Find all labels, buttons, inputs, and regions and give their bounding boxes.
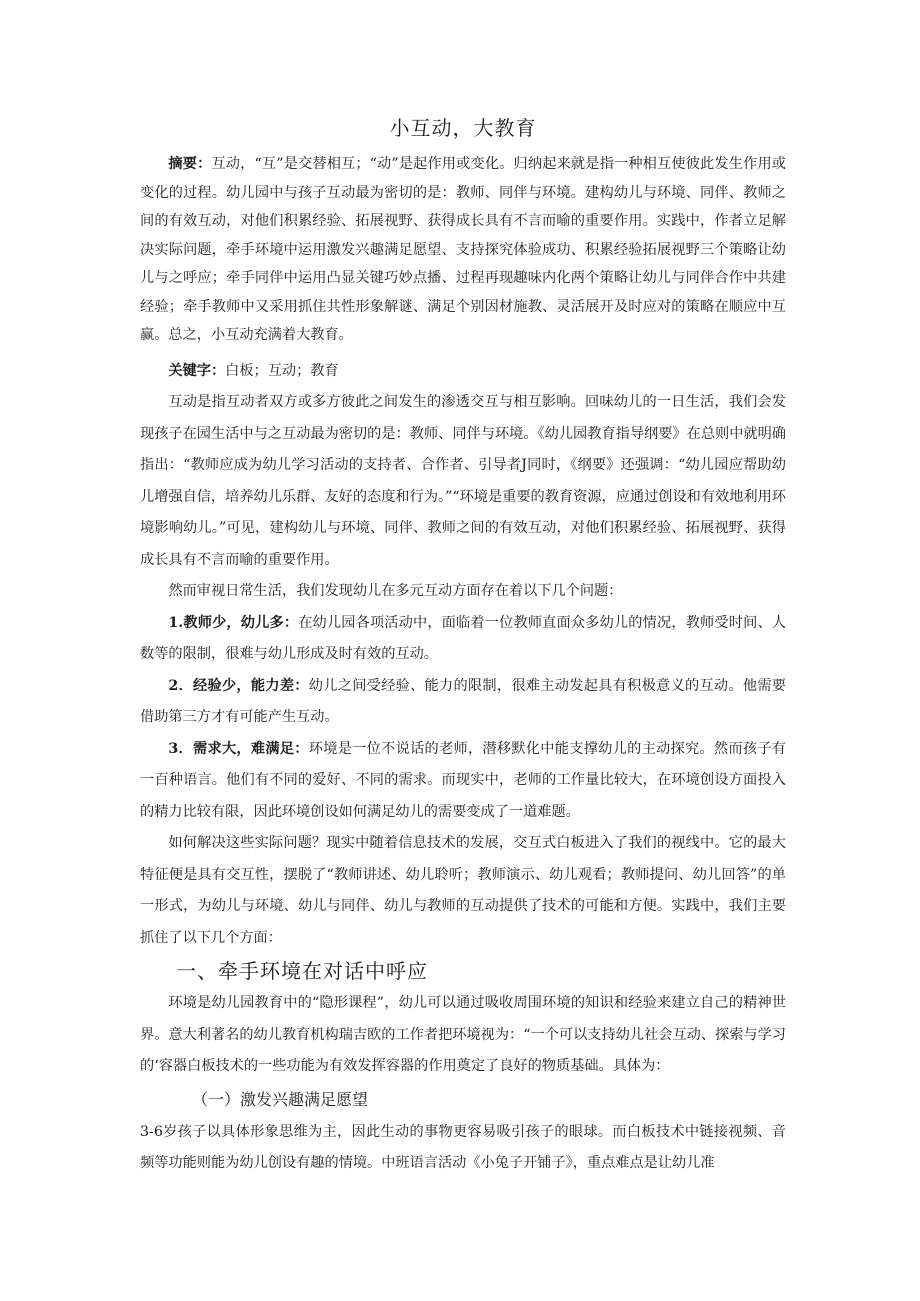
- section-paragraph: 环境是幼儿园教育中的“隐形课程”，幼儿可以通过吸收周围环境的知识和经验来建立自己的精神世界。意大利著名的幼儿教育机构瑞吉欧的工作者把环境视为：“一个可以支持幼儿社会互动、探索与学习的‘容器白板技术的一些功能为有效发挥容器的作用奠定了良好的物质基础。具体为：: [140, 995, 786, 1074]
- keywords-paragraph: [140, 356, 786, 388]
- problem-label: 1.教师少，幼儿多：: [168, 614, 299, 631]
- subsection-paragraph: 3-6岁孩子以具体形象思维为主，因此生动的事物更容易吸引孩子的眼球。而白板技术中链接视频、音频等功能则能为幼儿创设有趣的情境。中班语言活动《小兔子开铺子》，重点难点是让幼儿准: [140, 1123, 786, 1171]
- problem-item: [140, 734, 786, 829]
- problem-text: 幼儿之间受经验、能力的限制，很难主动发起具有积极意义的互动。他需要借助第三方才有可能产生互动。: [140, 677, 786, 725]
- subsection-heading: （一）激发兴趣满足愿望: [192, 1089, 369, 1109]
- intro-paragraph: 互动是指互动者双方或多方彼此之间发生的渗透交互与相互影响。回味幼儿的一日生活，我们会发现孩子在园生活中与之互动最为密切的是：教师、同伴与环境。《幼儿园教育指导纲要》在总则中就明确指出：“教师应成为幼儿学习活动的支持者、合作者、引导者J同时，《纲要》还强调：“幼儿园应帮助幼儿增强自信，培养幼儿乐群、友好的态度和行为。”“环境是重要的教育资源，应通过创设和有效地利用环境影响幼儿。”可见，建构幼儿与环境、同伴、教师之间的有效互动，对他们积累经验、拓展视野、获得成长具有不言而喻的重要作用。: [140, 394, 786, 568]
- section-heading: 一、牵手环境在对话中呼应: [176, 959, 428, 983]
- problem-item: [140, 608, 786, 671]
- problems-intro-paragraph: 然而审视日常生活，我们发现幼儿在多元互动方面存在着以下几个问题：: [168, 583, 623, 599]
- abstract-label: 摘要：: [168, 156, 212, 172]
- problem-text: 在幼儿园各项活动中，面临着一位教师直面众多幼儿的情况，教师受时间、人数等的限制，很难与幼儿形成及时有效的互动。: [140, 614, 786, 662]
- keywords-label: 关键字：: [168, 362, 226, 379]
- document-page: [140, 112, 786, 1180]
- problem-item: [140, 671, 786, 734]
- solution-paragraph: 如何解决这些实际问题？现实中随着信息技术的发展，交互式白板进入了我们的视线中。它的最大特征便是具有交互性，摆脱了“教师讲述、幼儿聆听；教师演示、幼儿观看；教师提问、幼儿回答”的单一形式，为幼儿与环境、幼儿与同伴、幼儿与教师的互动提供了技术的可能和方便。实践中，我们主要抓住了以下几个方面：: [140, 835, 786, 946]
- page-title: 小互动，大教育: [389, 116, 537, 140]
- abstract-text: 互动，“互”是交替相互；“动”是起作用或变化。归纳起来就是指一种相互使彼此发生作用或变化的过程。幼儿园中与孩子互动最为密切的是：教师、同伴与环境。建构幼儿与环境、同伴、教师之间的有效互动，对他们积累经验、拓展视野、获得成长具有不言而喻的重要作用。实践中，作者立足解决实际问题，牵手环境中运用激发兴趣满足愿望、支持探究体验成功、积累经验拓展视野三个策略让幼儿与之呼应；牵手同伴中运用凸显关键巧妙点播、过程再现趣味内化两个策略让幼儿与同伴合作中共建经验；牵手教师中又采用抓住共性形象解谜、满足个别因材施教、灵活展开及时应对的策略在顺应中互赢。总之，小互动充满着大教育。: [140, 156, 786, 343]
- keywords-text: 白板；互动；教育: [225, 362, 339, 379]
- abstract-paragraph: [140, 150, 786, 350]
- problem-label: 2．经验少，能力差：: [168, 677, 309, 694]
- problem-label: 3．需求大，难满足：: [168, 740, 309, 757]
- problem-text: 环境是一位不说话的老师，潜移默化中能支撑幼儿的主动探究。然而孩子有一百种语言。他们有不同的爱好、不同的需求。而现实中，老师的工作量比较大，在环境创设方面投入的精力比较有限，因此环境创设如何满足幼儿的需要变成了一道难题。: [140, 740, 786, 820]
